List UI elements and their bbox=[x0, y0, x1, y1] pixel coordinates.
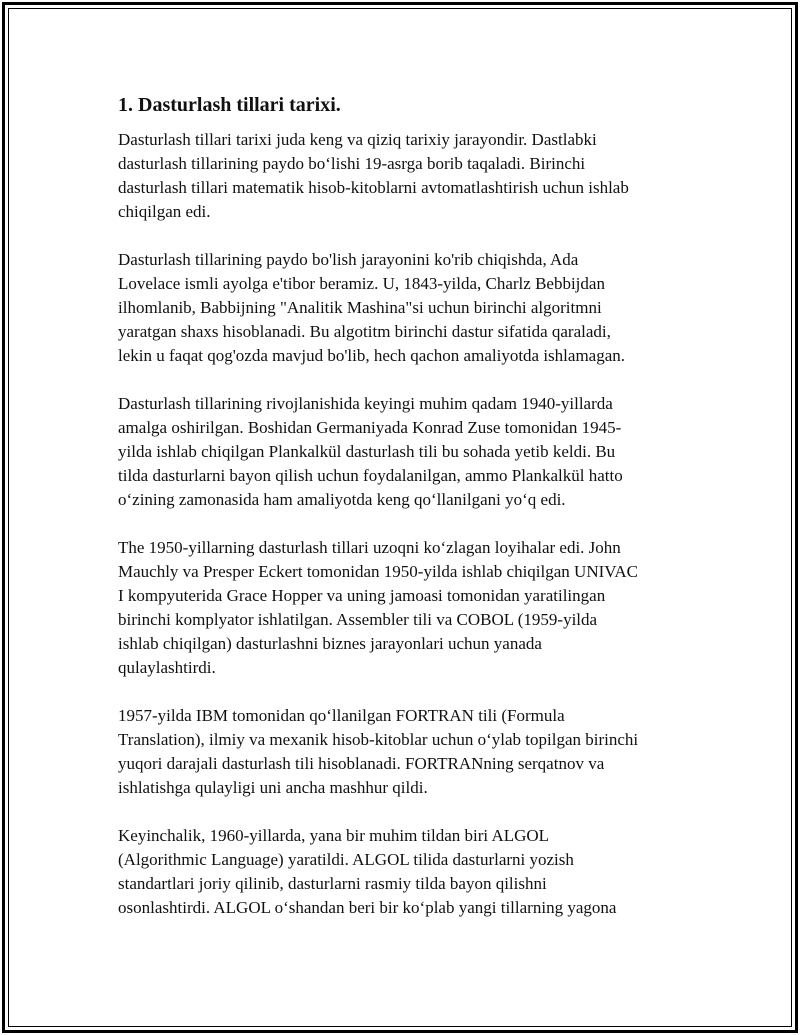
text-line: The 1950-yillarning dasturlash tillari uzoqni ko‘zlagan loyihalar edi. John bbox=[118, 538, 621, 557]
text-line: tilda dasturlarni bayon qilish uchun foydalanilgan, ammo Plankalkül hatto bbox=[118, 466, 623, 485]
text-line: ilhomlanib, Babbijning "Analitik Mashina"si uchun birinchi algoritmni bbox=[118, 298, 602, 317]
paragraph bbox=[118, 536, 698, 680]
paragraph bbox=[118, 128, 698, 224]
text-line: (Algorithmic Language) yaratildi. ALGOL tilida dasturlarni yozish bbox=[118, 850, 574, 869]
text-line: osonlashtirdi. ALGOL o‘shandan beri bir ko‘plab yangi tillarning yagona bbox=[118, 898, 617, 917]
text-line: yuqori darajali dasturlash tili hisoblanadi. FORTRANning serqatnov va bbox=[118, 754, 605, 773]
text-line: Dasturlash tillarining rivojlanishida keyingi muhim qadam 1940-yillarda bbox=[118, 394, 613, 413]
paragraph bbox=[118, 704, 698, 800]
text-line: ishlab chiqilgan) dasturlashni biznes jarayonlari uchun yanada bbox=[118, 634, 542, 653]
text-line: lekin u faqat qog'ozda mavjud bo'lib, hech qachon amaliyotda ishlamagan. bbox=[118, 346, 626, 365]
text-line: Dasturlash tillari tarixi juda keng va qiziq tarixiy jarayondir. Dastlabki bbox=[118, 130, 597, 149]
paragraph bbox=[118, 824, 698, 920]
text-line: yaratgan shaxs hisoblanadi. Bu algotitm birinchi dastur sifatida qaraladi, bbox=[118, 322, 611, 341]
text-line: chiqilgan edi. bbox=[118, 202, 211, 221]
text-line: I kompyuterida Grace Hopper va uning jamoasi tomonidan yaratilingan bbox=[118, 586, 606, 605]
text-line: Lovelace ismli ayolga e'tibor beramiz. U, 1843-yilda, Charlz Bebbijdan bbox=[118, 274, 605, 293]
text-line: dasturlash tillari matematik hisob-kitoblarni avtomatlashtirish uchun ishlab bbox=[118, 178, 629, 197]
text-line: Keyinchalik, 1960-yillarda, yana bir muhim tildan biri ALGOL bbox=[118, 826, 550, 845]
text-line: Dasturlash tillarining paydo bo'lish jarayonini ko'rib chiqishda, Ada bbox=[118, 250, 579, 269]
text-line: ishlatishga qulayligi uni ancha mashhur qildi. bbox=[118, 778, 428, 797]
text-line: dasturlash tillarining paydo bo‘lishi 19-asrga borib taqaladi. Birinchi bbox=[118, 154, 586, 173]
section-title: 1. Dasturlash tillari tarixi. bbox=[118, 94, 341, 116]
text-line: o‘zining zamonasida ham amaliyotda keng qo‘llanilgani yo‘q edi. bbox=[118, 490, 566, 509]
text-line: yilda ishlab chiqilgan Plankalkül dasturlash tili bu sohada yetib keldi. Bu bbox=[118, 442, 616, 461]
paragraph bbox=[118, 248, 698, 368]
text-line: Translation), ilmiy va mexanik hisob-kitoblar uchun o‘ylab topilgan birinchi bbox=[118, 730, 639, 749]
text-line: 1957-yilda IBM tomonidan qo‘llanilgan FORTRAN tili (Formula bbox=[118, 706, 565, 725]
text-line: standartlari joriy qilinib, dasturlarni rasmiy tilda bayon qilishni bbox=[118, 874, 547, 893]
text-line: birinchi komplyator ishlatilgan. Assembler tili va COBOL (1959-yilda bbox=[118, 610, 598, 629]
text-line: qulaylashtirdi. bbox=[118, 658, 216, 677]
text-line: amalga oshirilgan. Boshidan Germaniyada Konrad Zuse tomonidan 1945- bbox=[118, 418, 622, 437]
paragraph bbox=[118, 392, 698, 512]
paragraph-list bbox=[118, 128, 698, 920]
text-line: Mauchly va Presper Eckert tomonidan 1950-yilda ishlab chiqilgan UNIVAC bbox=[118, 562, 638, 581]
document-body bbox=[118, 92, 698, 944]
